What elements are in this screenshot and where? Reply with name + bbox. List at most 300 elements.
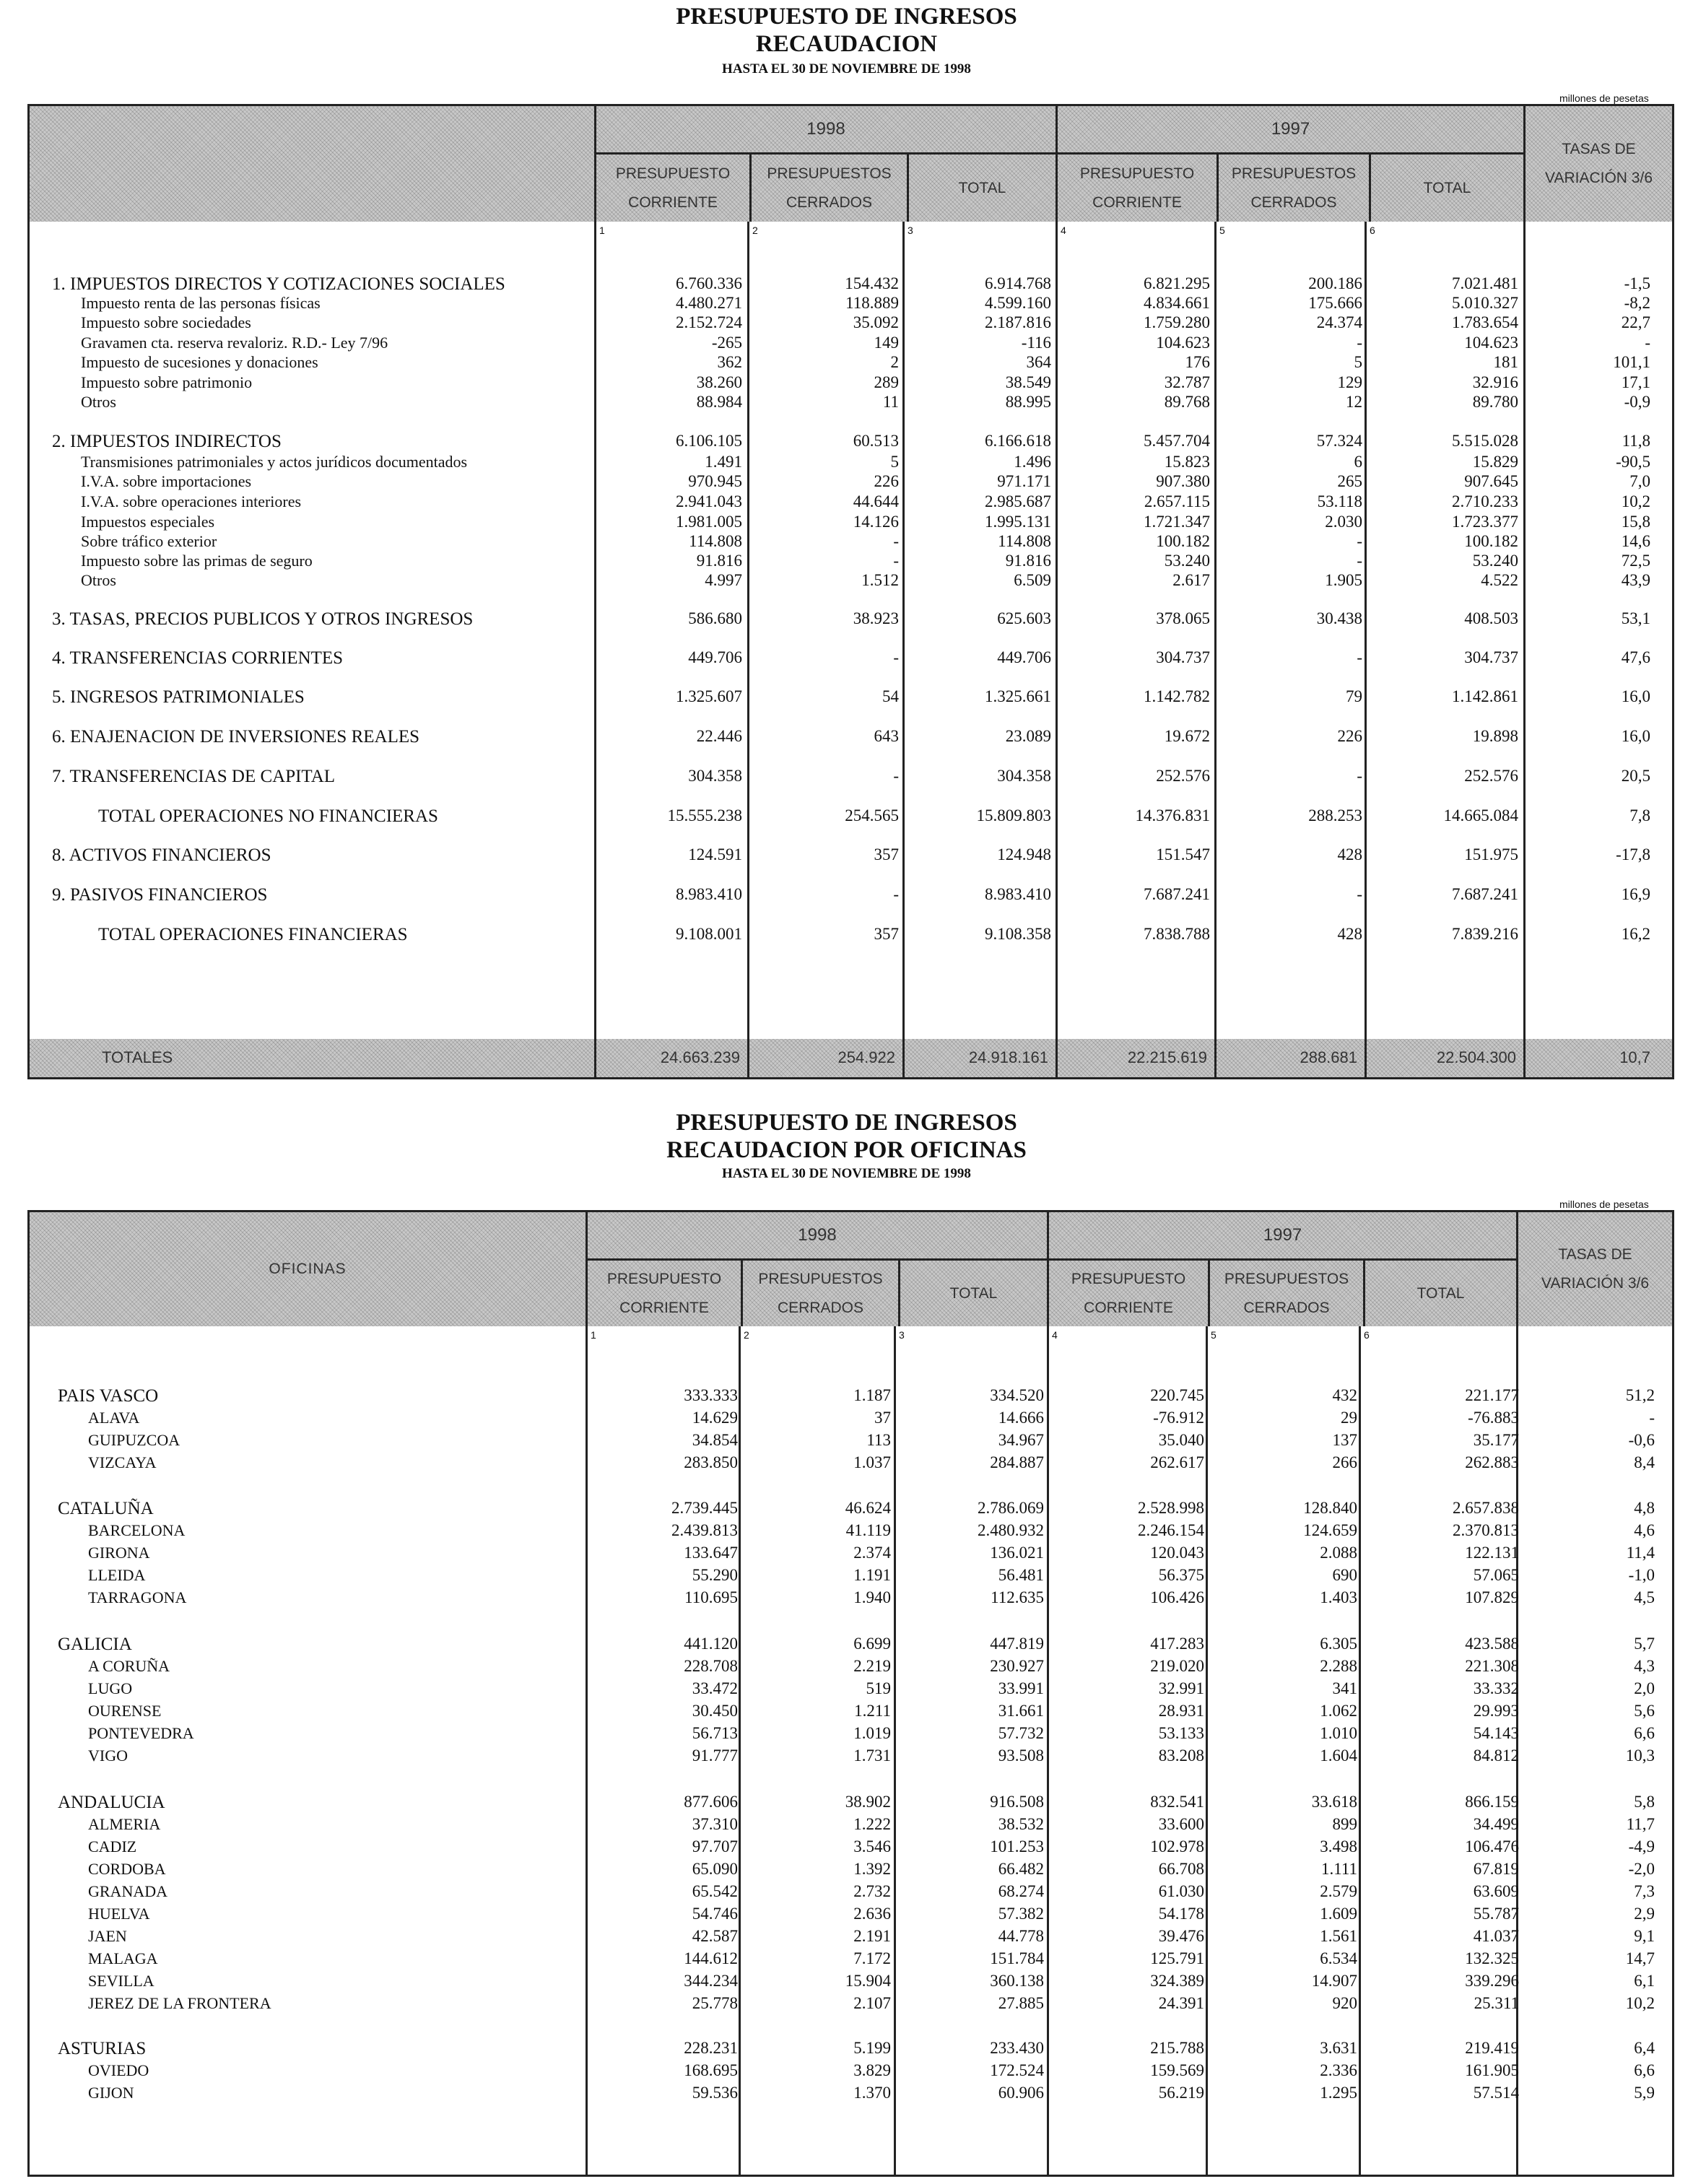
row-label: 7. TRANSFERENCIAS DE CAPITAL: [52, 767, 336, 786]
cell-value: 334.520: [990, 1386, 1044, 1404]
col-presupuestos-cerrados: PRESUPUESTOS CERRADOS: [1219, 155, 1371, 222]
cell-value: -2,0: [1628, 1860, 1655, 1878]
cell-value: 60.513: [853, 432, 899, 450]
cell-value: 4,5: [1634, 1588, 1655, 1606]
row-label: HUELVA: [88, 1905, 150, 1923]
cell-value: 2,0: [1634, 1679, 1655, 1697]
table2: [27, 1210, 1674, 2177]
row-label: BARCELONA: [88, 1521, 186, 1539]
cell-value: 7.838.788: [1144, 925, 1210, 943]
col-presupuestos-cerrados: PRESUPUESTOS CERRADOS: [743, 1261, 900, 1326]
col-presupuestos-cerrados: PRESUPUESTOS CERRADOS: [752, 155, 909, 222]
cell-value: 378.065: [1156, 609, 1210, 627]
cell-value: 39.476: [1158, 1927, 1204, 1945]
cell-value: 38.902: [845, 1793, 891, 1811]
cell-value: -: [893, 648, 899, 666]
cell-value: 113: [866, 1431, 891, 1449]
row-label: Impuesto sobre las primas de seguro: [81, 552, 313, 570]
cell-value: 6,1: [1634, 1972, 1655, 1990]
cell-value: 28.931: [1158, 1702, 1204, 1720]
cell-value: 254.565: [845, 806, 899, 825]
cell-value: 877.606: [684, 1793, 738, 1811]
cell-value: 1.783.654: [1452, 313, 1518, 331]
cell-value: 89.768: [1164, 393, 1210, 411]
cell-value: 221.308: [1465, 1657, 1519, 1675]
cell-value: 137: [1332, 1431, 1357, 1449]
cell-value: 37: [874, 1409, 891, 1427]
row-label: GRANADA: [88, 1882, 167, 1900]
cell-value: 128.840: [1303, 1499, 1357, 1517]
row-label: PONTEVEDRA: [88, 1724, 194, 1742]
cell-value: 899: [1332, 1815, 1357, 1833]
cell-value: 23.089: [1005, 727, 1051, 745]
cell-value: 47,6: [1621, 648, 1650, 666]
cell-value: 168.695: [684, 2061, 738, 2079]
cell-value: 832.541: [1150, 1793, 1204, 1811]
row-label: TOTAL OPERACIONES NO FINANCIERAS: [98, 806, 438, 826]
colnum: 4: [1061, 225, 1066, 236]
cell-value: 124.659: [1303, 1521, 1357, 1539]
cell-value: 1.905: [1325, 571, 1362, 589]
cell-value: 83.208: [1158, 1746, 1204, 1765]
cell-value: -76.912: [1153, 1409, 1204, 1427]
cell-value: 1.222: [853, 1815, 891, 1833]
row-label: 2. IMPUESTOS INDIRECTOS: [52, 432, 282, 451]
total-cell: 288.681: [1216, 1039, 1366, 1078]
cell-value: -: [893, 767, 899, 785]
cell-value: -116: [1021, 334, 1051, 352]
cell-value: 6.821.295: [1144, 274, 1210, 292]
cell-value: 33.991: [998, 1679, 1044, 1697]
cell-value: 16,9: [1621, 885, 1650, 903]
cell-value: 449.706: [688, 648, 742, 666]
cell-value: 61.030: [1158, 1882, 1204, 1900]
cell-value: 866.159: [1465, 1793, 1519, 1811]
cell-value: 284.887: [990, 1453, 1044, 1471]
cell-value: 339.296: [1465, 1972, 1519, 1990]
cell-value: 4,8: [1634, 1499, 1655, 1517]
cell-value: 112.635: [991, 1588, 1044, 1606]
cell-value: 1.142.782: [1144, 687, 1210, 705]
cell-value: 2.370.813: [1453, 1521, 1519, 1539]
row-label: GIJON: [88, 2084, 134, 2102]
cell-value: 252.576: [1156, 767, 1210, 785]
row-label: 4. TRANSFERENCIAS CORRIENTES: [52, 648, 344, 668]
cell-value: -17,8: [1616, 845, 1650, 863]
cell-value: 102.978: [1150, 1837, 1204, 1855]
table1-subtitle: RECAUDACION: [755, 31, 938, 57]
cell-value: 110.695: [684, 1588, 738, 1606]
row-label: SEVILLA: [88, 1972, 154, 1990]
cell-value: 357: [874, 925, 899, 943]
cell-value: 344.234: [684, 1972, 738, 1990]
cell-value: 6.699: [853, 1635, 891, 1653]
table1-header-1998: [596, 105, 1057, 222]
cell-value: 9.108.358: [985, 925, 1051, 943]
cell-value: 362: [717, 353, 742, 371]
cell-value: 2.579: [1320, 1882, 1357, 1900]
cell-value: 971.171: [997, 472, 1051, 490]
cell-value: 1.609: [1320, 1905, 1357, 1923]
cell-value: 67.819: [1473, 1860, 1519, 1878]
col-presupuestos-cerrados: PRESUPUESTOS CERRADOS: [1210, 1261, 1365, 1326]
cell-value: 54.178: [1158, 1905, 1204, 1923]
colnum: 3: [899, 1329, 905, 1341]
cell-value: 7.687.241: [1144, 885, 1210, 903]
row-label: MALAGA: [88, 1949, 158, 1967]
cell-value: 151.784: [990, 1949, 1044, 1967]
cell-value: 5,6: [1634, 1702, 1655, 1720]
cell-value: 29.993: [1473, 1702, 1519, 1720]
cell-value: 11,4: [1626, 1544, 1655, 1562]
row-label: ANDALUCIA: [58, 1793, 165, 1812]
cell-value: 690: [1332, 1566, 1357, 1584]
cell-value: 1.491: [705, 453, 742, 471]
row-label: A CORUÑA: [88, 1657, 170, 1675]
cell-value: 132.325: [1465, 1949, 1519, 1967]
table1-col-5: [1216, 222, 1366, 1039]
cell-value: 6.106.105: [676, 432, 742, 450]
table1-col-2: [749, 222, 904, 1039]
cell-value: 33.332: [1473, 1679, 1519, 1697]
totals-label: TOTALES: [29, 1039, 596, 1078]
cell-value: 10,2: [1625, 1994, 1655, 2012]
cell-value: 14.376.831: [1135, 806, 1210, 825]
cell-value: 1.721.347: [1144, 513, 1210, 531]
cell-value: 364: [1026, 353, 1051, 371]
row-label: 1. IMPUESTOS DIRECTOS Y COTIZACIONES SOCIALES: [52, 274, 505, 294]
table1-labels-column: [29, 222, 596, 1039]
cell-value: 262.617: [1150, 1453, 1204, 1471]
cell-value: 2.088: [1320, 1544, 1357, 1562]
cell-value: 265: [1337, 472, 1362, 490]
cell-value: 2.219: [853, 1657, 891, 1675]
col-total: TOTAL: [1416, 1284, 1465, 1302]
cell-value: 428: [1337, 925, 1362, 943]
row-label: 9. PASIVOS FINANCIEROS: [52, 885, 268, 905]
cell-value: -: [1357, 334, 1362, 352]
cell-value: 6.509: [1014, 571, 1051, 589]
cell-value: 4.997: [705, 571, 742, 589]
cell-value: 14.629: [692, 1409, 738, 1427]
cell-value: -265: [711, 334, 742, 352]
col-tasas-variacion: TASAS DE VARIACIÓN 3/6: [1545, 141, 1653, 186]
row-label: ALMERIA: [88, 1815, 161, 1833]
cell-value: 22.446: [696, 727, 742, 745]
cell-value: 114.808: [998, 532, 1051, 550]
row-label: GUIPUZCOA: [88, 1431, 180, 1449]
table1-col-6: [1366, 222, 1525, 1039]
cell-value: 11,8: [1622, 432, 1650, 450]
cell-value: 53.133: [1158, 1724, 1204, 1742]
cell-value: -: [1357, 532, 1362, 550]
cell-value: 2.657.115: [1144, 492, 1210, 510]
cell-value: 1.325.661: [985, 687, 1051, 705]
cell-value: 124.948: [997, 845, 1051, 863]
cell-value: 31.661: [998, 1702, 1044, 1720]
row-label: TARRAGONA: [88, 1588, 187, 1606]
table2-header-1998: [587, 1211, 1048, 1327]
cell-value: 449.706: [997, 648, 1051, 666]
cell-value: 8.983.410: [985, 885, 1051, 903]
table2-header-oficinas: [29, 1211, 587, 1327]
cell-value: 43,9: [1621, 571, 1650, 589]
colnum: 4: [1052, 1329, 1058, 1341]
cell-value: 4,6: [1634, 1521, 1655, 1539]
cell-value: 33.618: [1311, 1793, 1357, 1811]
cell-value: 9,1: [1634, 1927, 1655, 1945]
cell-value: 2,9: [1634, 1905, 1655, 1923]
cell-value: 54.746: [692, 1905, 738, 1923]
cell-value: 144.612: [684, 1949, 738, 1967]
cell-value: 2: [890, 353, 899, 371]
row-label: PAIS VASCO: [58, 1386, 159, 1406]
cell-value: 233.430: [990, 2039, 1044, 2057]
cell-value: 57.324: [1316, 432, 1362, 450]
cell-value: 1.981.005: [676, 513, 742, 531]
cell-value: 2.187.816: [985, 313, 1051, 331]
cell-value: 79: [1346, 687, 1362, 705]
cell-value: 2.246.154: [1138, 1521, 1204, 1539]
cell-value: 57.514: [1473, 2084, 1519, 2102]
table2-col-4: [1048, 1326, 1207, 2175]
row-label: GIRONA: [88, 1544, 150, 1562]
total-cell: 10,7: [1525, 1039, 1674, 1078]
table2-subtitle: RECAUDACION POR OFICINAS: [666, 1137, 1027, 1163]
colnum: 1: [591, 1329, 596, 1341]
table2-units: millones de pesetas: [1559, 1198, 1649, 1210]
cell-value: 161.905: [1465, 2061, 1519, 2079]
cell-value: -: [1357, 552, 1362, 570]
cell-value: 1.295: [1320, 2084, 1357, 2102]
row-label: JAEN: [88, 1927, 127, 1945]
cell-value: 221.177: [1465, 1386, 1519, 1404]
cell-value: 11,7: [1626, 1815, 1655, 1833]
cell-value: 920: [1332, 1994, 1357, 2012]
row-label: 5. INGRESOS PATRIMONIALES: [52, 687, 305, 707]
cell-value: 5.199: [853, 2039, 891, 2057]
cell-value: 38.260: [696, 373, 742, 391]
cell-value: 7.172: [853, 1949, 891, 1967]
cell-value: 2.739.445: [671, 1499, 738, 1517]
colnum: 5: [1211, 1329, 1217, 1341]
row-label: LUGO: [88, 1679, 133, 1697]
cell-value: 2.528.998: [1138, 1499, 1204, 1517]
colnum: 6: [1364, 1329, 1370, 1341]
cell-value: -: [893, 552, 899, 570]
cell-value: 1.995.131: [985, 513, 1051, 531]
cell-value: 104.623: [1156, 334, 1210, 352]
cell-value: 4.834.661: [1144, 294, 1210, 312]
cell-value: 176: [1185, 353, 1210, 371]
row-label: Sobre tráfico exterior: [81, 532, 217, 550]
cell-value: 14.665.084: [1443, 806, 1518, 825]
cell-value: 54.143: [1473, 1724, 1519, 1742]
cell-value: 1.370: [853, 2084, 891, 2102]
cell-value: 10,3: [1625, 1746, 1655, 1765]
cell-value: 1.403: [1320, 1588, 1357, 1606]
cell-value: 149: [874, 334, 899, 352]
row-label: Transmisiones patrimoniales y actos jurídicos documentados: [81, 453, 468, 471]
cell-value: 6,4: [1634, 2039, 1655, 2057]
row-label: VIZCAYA: [88, 1453, 157, 1471]
cell-value: 32.916: [1472, 373, 1518, 391]
cell-value: 304.737: [1156, 648, 1210, 666]
total-cell: 24.663.239: [596, 1039, 749, 1078]
row-label: ALAVA: [88, 1409, 140, 1427]
cell-value: 357: [874, 845, 899, 863]
cell-value: 104.623: [1464, 334, 1518, 352]
cell-value: 9.108.001: [676, 925, 742, 943]
cell-value: 2.191: [853, 1927, 891, 1945]
row-label: CATALUÑA: [58, 1499, 154, 1518]
row-label: Otros: [81, 571, 116, 589]
cell-value: 1.010: [1320, 1724, 1357, 1742]
cell-value: 24.391: [1158, 1994, 1204, 2012]
cell-value: 1.759.280: [1144, 313, 1210, 331]
table2-col-5: [1207, 1326, 1360, 2175]
cell-value: 3.829: [853, 2061, 891, 2079]
cell-value: 32.991: [1158, 1679, 1204, 1697]
cell-value: 72,5: [1621, 552, 1650, 570]
cell-value: 68.274: [998, 1882, 1044, 1900]
cell-value: 2.107: [853, 1994, 891, 2012]
cell-value: 53.240: [1472, 552, 1518, 570]
cell-value: 304.358: [688, 767, 742, 785]
cell-value: 1.325.607: [676, 687, 742, 705]
cell-value: 34.967: [998, 1431, 1044, 1449]
table1-date: HASTA EL 30 DE NOVIEMBRE DE 1998: [722, 61, 971, 77]
cell-value: 53,1: [1621, 609, 1650, 627]
cell-value: 57.382: [998, 1905, 1044, 1923]
cell-value: 200.186: [1308, 274, 1362, 292]
cell-value: 7,3: [1634, 1882, 1655, 1900]
cell-value: 15.823: [1164, 453, 1210, 471]
cell-value: 41.037: [1473, 1927, 1519, 1945]
cell-value: 226: [1337, 727, 1362, 745]
cell-value: 151.547: [1156, 845, 1210, 863]
cell-value: 8.983.410: [676, 885, 742, 903]
cell-value: 219.419: [1465, 2039, 1519, 2057]
year-1997: 1997: [1049, 1212, 1516, 1261]
cell-value: 4,3: [1634, 1657, 1655, 1675]
cell-value: 519: [866, 1679, 891, 1697]
total-cell: 22.504.300: [1366, 1039, 1525, 1078]
cell-value: 2.786.069: [978, 1499, 1044, 1517]
cell-value: 42.587: [692, 1927, 738, 1945]
cell-value: 91.816: [696, 552, 742, 570]
table1-title: PRESUPUESTO DE INGRESOS: [676, 4, 1017, 30]
cell-value: 2.657.838: [1453, 1499, 1519, 1517]
cell-value: 228.708: [684, 1657, 738, 1675]
row-label: VIGO: [88, 1746, 128, 1765]
row-label: I.V.A. sobre importaciones: [81, 472, 252, 490]
cell-value: 122.131: [1465, 1544, 1519, 1562]
cell-value: -1,5: [1624, 274, 1650, 292]
cell-value: 5: [1354, 353, 1362, 371]
cell-value: -76.883: [1468, 1409, 1519, 1427]
row-label: Impuesto sobre patrimonio: [81, 373, 253, 391]
cell-value: 1.392: [853, 1860, 891, 1878]
cell-value: 1.111: [1320, 1860, 1357, 1878]
cell-value: 341: [1332, 1679, 1357, 1697]
table1-units: millones de pesetas: [1559, 92, 1649, 104]
cell-value: 38.549: [1005, 373, 1051, 391]
cell-value: 106.476: [1465, 1837, 1519, 1855]
cell-value: 53.240: [1164, 552, 1210, 570]
cell-value: -: [893, 532, 899, 550]
cell-value: 56.375: [1158, 1566, 1204, 1584]
cell-value: 283.850: [684, 1453, 738, 1471]
row-label: 8. ACTIVOS FINANCIEROS: [52, 845, 271, 865]
cell-value: 66.708: [1158, 1860, 1204, 1878]
col-total: TOTAL: [1423, 179, 1471, 196]
cell-value: 14.666: [998, 1409, 1044, 1427]
cell-value: -: [1649, 1409, 1655, 1427]
cell-value: -0,6: [1628, 1431, 1655, 1449]
cell-value: -8,2: [1624, 294, 1650, 312]
cell-value: 106.426: [1150, 1588, 1204, 1606]
table1-header-1997: [1057, 105, 1525, 222]
cell-value: -: [1357, 885, 1362, 903]
cell-value: 5,8: [1634, 1793, 1655, 1811]
cell-value: 46.624: [845, 1499, 891, 1517]
cell-value: 288.253: [1308, 806, 1362, 825]
table2-title: PRESUPUESTO DE INGRESOS: [676, 1110, 1017, 1136]
cell-value: 1.731: [853, 1746, 891, 1765]
cell-value: 114.808: [689, 532, 742, 550]
cell-value: 7.839.216: [1452, 925, 1518, 943]
cell-value: 15.904: [845, 1972, 891, 1990]
table2-header-1997: [1048, 1211, 1518, 1327]
total-cell: 22.215.619: [1057, 1039, 1216, 1078]
row-label: Impuestos especiales: [81, 513, 215, 531]
cell-value: 56.713: [692, 1724, 738, 1742]
cell-value: 3.546: [853, 1837, 891, 1855]
cell-value: 25.311: [1474, 1994, 1519, 2012]
cell-value: 159.569: [1150, 2061, 1204, 2079]
cell-value: 175.666: [1308, 294, 1362, 312]
row-label: JEREZ DE LA FRONTERA: [88, 1994, 271, 2012]
cell-value: 408.503: [1464, 609, 1518, 627]
cell-value: 55.787: [1473, 1905, 1519, 1923]
row-label: LLEIDA: [88, 1566, 146, 1584]
cell-value: 27.885: [998, 1994, 1044, 2012]
row-label: OURENSE: [88, 1702, 162, 1720]
cell-value: 230.927: [990, 1657, 1044, 1675]
year-1998: 1998: [596, 106, 1056, 155]
cell-value: 1.037: [853, 1453, 891, 1471]
cell-value: 1.604: [1320, 1746, 1357, 1765]
cell-value: 266: [1332, 1453, 1357, 1471]
cell-value: 2.030: [1325, 513, 1362, 531]
table1-header-tasas: [1525, 105, 1674, 222]
cell-value: 8,4: [1634, 1453, 1655, 1471]
cell-value: 19.672: [1164, 727, 1210, 745]
cell-value: 262.883: [1465, 1453, 1519, 1471]
cell-value: 1.496: [1014, 453, 1051, 471]
cell-value: 54: [882, 687, 899, 705]
cell-value: 17,1: [1621, 373, 1650, 391]
cell-value: 586.680: [688, 609, 742, 627]
row-label: CORDOBA: [88, 1860, 166, 1878]
cell-value: 2.288: [1320, 1657, 1357, 1675]
cell-value: 220.745: [1150, 1386, 1204, 1404]
cell-value: 2.732: [853, 1882, 891, 1900]
cell-value: 1.019: [853, 1724, 891, 1742]
col-presupuesto-corriente: PRESUPUESTO CORRIENTE: [1058, 155, 1219, 222]
col-total: TOTAL: [958, 179, 1006, 196]
